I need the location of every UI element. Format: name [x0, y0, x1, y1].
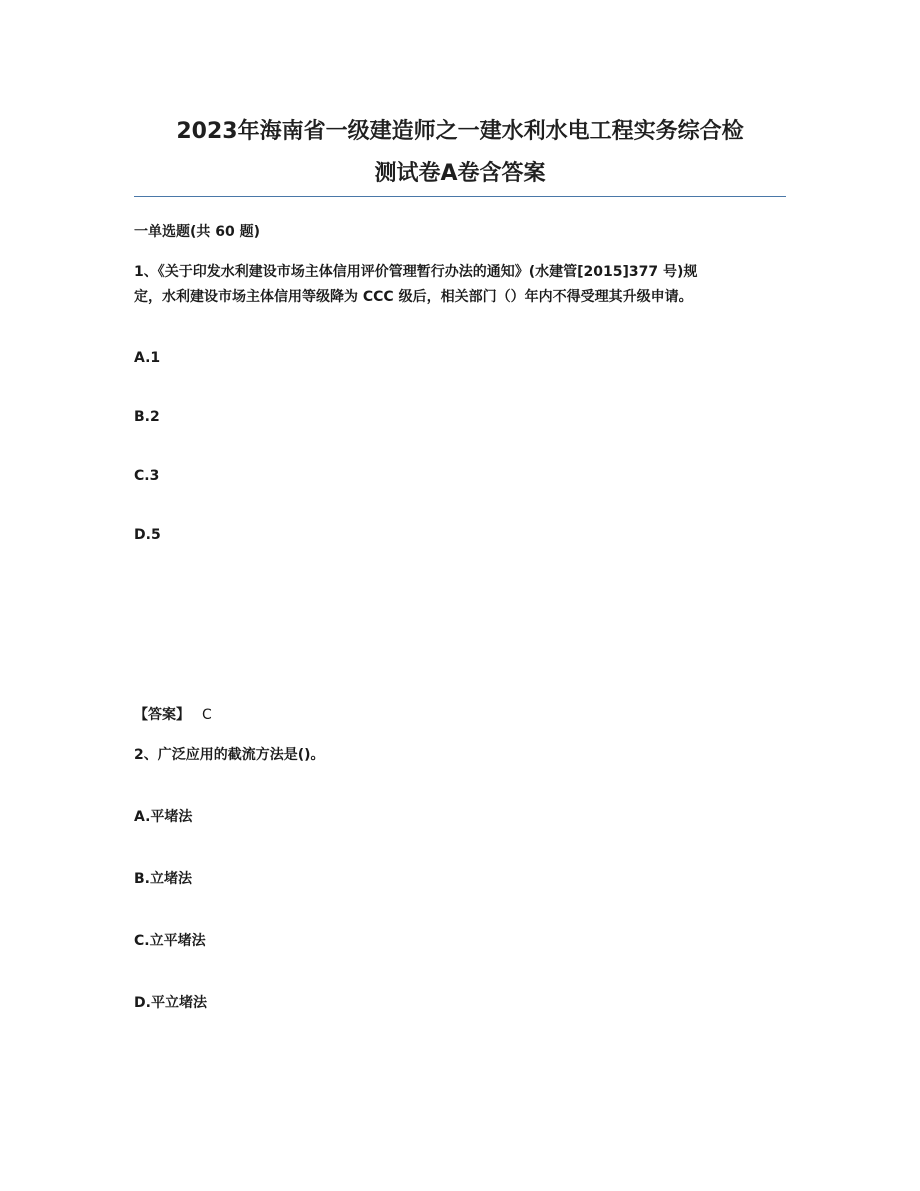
question-1-stem-line-2: 定，水利建设市场主体信用等级降为 CCC 级后，相关部门（）年内不得受理其升级申请。	[134, 289, 693, 305]
question-1-answer	[134, 705, 212, 725]
question-2-option-a: A.平堵法	[134, 809, 193, 825]
question-1-option-a: A.1	[134, 350, 161, 366]
answer-value: C	[202, 707, 212, 723]
question-2-option-c: C.立平堵法	[134, 933, 206, 949]
answer-label: 【答案】	[134, 707, 190, 723]
question-2-option-b: B.立堵法	[134, 871, 192, 887]
document-title-line-1: 2023年海南省一级建造师之一建水利水电工程实务综合检	[176, 119, 744, 144]
question-1-option-d: D.5	[134, 527, 161, 543]
question-1-stem-line-1: 1、《关于印发水利建设市场主体信用评价管理暂行办法的通知》(水建管[2015]377 号)规	[134, 264, 698, 280]
title-divider	[134, 196, 786, 197]
question-2-stem-line-1: 2、广泛应用的截流方法是()。	[134, 747, 325, 763]
question-1-option-c: C.3	[134, 468, 160, 484]
section-heading: 一单选题(共 60 题)	[134, 224, 261, 240]
question-1-option-b: B.2	[134, 409, 160, 425]
question-2-option-d: D.平立堵法	[134, 995, 207, 1011]
document-title-line-2: 测试卷A卷含答案	[374, 161, 546, 186]
